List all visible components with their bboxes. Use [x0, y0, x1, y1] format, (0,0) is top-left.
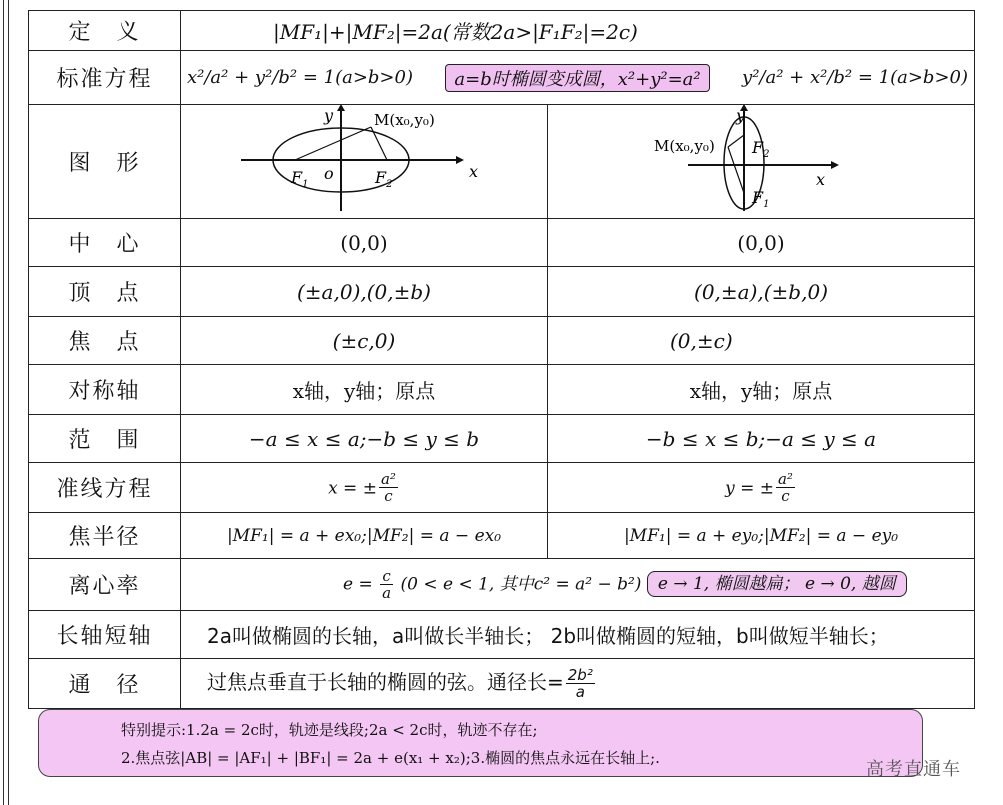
origin-label: o [324, 164, 334, 183]
f1-label: $F_1$ [291, 168, 309, 190]
horizontal-ellipse-diagram [181, 105, 548, 213]
vertex-left: (±a,0),(0,±b) [181, 267, 548, 317]
y-label: y [324, 106, 334, 125]
point-label: M(x₀,y₀) [374, 111, 435, 129]
row-graph [29, 105, 975, 219]
label-range: 范 围 [29, 415, 181, 463]
row-latus: 通 径 过焦点垂直于长轴的椭圆的弦。通径长= $\frac{\text{2b²}}{a}$ [29, 659, 975, 709]
radius-1 [728, 135, 744, 147]
radius-2 [728, 147, 744, 193]
latus-text: 过焦点垂直于长轴的椭圆的弦。通径长= [207, 670, 564, 695]
focal-radius-right: |MF₁| = a + ey₀;|MF₂| = a − ey₀ [548, 513, 975, 559]
x-arrow-icon [456, 156, 464, 164]
row-eccentricity: 离心率 e = $\frac{c}{a}$ (0 < e < 1, 其中c² = a² − b²) e → 1, 椭圆越扁； e → 0, 越圆 [29, 559, 975, 611]
row-standard-equation [29, 51, 975, 105]
row-definition [29, 11, 975, 51]
standard-left: x²/a² + y²/b² = 1(a>b>0) [187, 67, 413, 88]
label-center: 中 心 [29, 219, 181, 267]
vertex-right: (0,±a),(±b,0) [548, 267, 975, 317]
focus-right: (0,±c) [548, 317, 975, 365]
label-symmetry: 对称轴 [29, 365, 181, 415]
x-label: x [469, 162, 479, 181]
definition-formula: |MF₁|+|MF₂|=2a(常数2a>|F₁F₂|=2c) [181, 11, 975, 51]
f1-label: $F_1$ [752, 188, 770, 210]
standard-right: y²/a² + x²/b² = 1(a>b>0) [742, 67, 969, 88]
eccentricity-cond: (0 < e < 1, 其中c² = a² − b²) [400, 574, 642, 594]
special-note-box [38, 709, 923, 777]
axes-text: 2a叫做椭圆的长轴，a叫做长半轴长； 2b叫做椭圆的短轴，b叫做短半轴长； [181, 611, 975, 659]
ellipse-properties-table [28, 10, 975, 709]
graph-vertical [548, 105, 975, 219]
directrix-right: y = ± $\frac{\text{a²}}{c}$ [548, 463, 975, 513]
note-line-2: 2.焦点弦|AB| = |AF₁| + |BF₁| = 2a + e(x₁ + x₂);3.椭圆的焦点永远在长轴上;. [121, 749, 660, 767]
page-left-border [3, 0, 9, 805]
symmetry-right: x轴，y轴；原点 [548, 365, 975, 415]
label-latus: 通 径 [29, 659, 181, 709]
range-left: −a ≤ x ≤ a;−b ≤ y ≤ b [181, 415, 548, 463]
row-directrix [29, 463, 975, 513]
center-left: (0,0) [181, 219, 548, 267]
label-standard: 标准方程 [29, 51, 181, 105]
x-label: x [816, 170, 826, 189]
circle-note: a=b时椭圆变成圆，x²+y²=a² [445, 64, 709, 92]
label-eccentricity: 离心率 [29, 559, 181, 611]
label-graph: 图 形 [29, 105, 181, 219]
graph-horizontal [181, 105, 548, 219]
range-right: −b ≤ x ≤ b;−a ≤ y ≤ a [548, 415, 975, 463]
f2-label: $F_2$ [752, 138, 770, 160]
focal-radius-left: |MF₁| = a + ex₀;|MF₂| = a − ex₀ [181, 513, 548, 559]
label-focal-radius: 焦半径 [29, 513, 181, 559]
f2-label: $F_2$ [375, 168, 393, 190]
label-axes: 长轴短轴 [29, 611, 181, 659]
label-focus: 焦 点 [29, 317, 181, 365]
eccentricity-note: e → 1, 椭圆越扁； e → 0, 越圆 [647, 571, 907, 597]
label-definition: 定 义 [29, 11, 181, 51]
row-range [29, 415, 975, 463]
center-right: (0,0) [548, 219, 975, 267]
row-vertex [29, 267, 975, 317]
row-symmetry [29, 365, 975, 415]
eccentricity-pre: e = [343, 574, 373, 594]
radius-2 [371, 127, 387, 160]
vertical-ellipse-diagram [548, 105, 975, 213]
watermark-text: 高考直通车 [866, 759, 961, 780]
symmetry-left: x轴，y轴；原点 [181, 365, 548, 415]
note-line-1: 特别提示:1.2a = 2c时，轨迹是线段;2a < 2c时，轨迹不存在; [121, 721, 538, 739]
x-arrow-icon [831, 161, 839, 169]
point-label: M(x₀,y₀) [654, 137, 715, 155]
row-axes [29, 611, 975, 659]
label-directrix: 准线方程 [29, 463, 181, 513]
y-arrow-icon [337, 105, 345, 111]
row-focal-radius [29, 513, 975, 559]
focus-left: (±c,0) [181, 317, 548, 365]
row-center [29, 219, 975, 267]
row-focus [29, 317, 975, 365]
y-label: y [736, 106, 746, 125]
directrix-left: x = ± $\frac{\text{a²}}{c}$ [181, 463, 548, 513]
label-vertex: 顶 点 [29, 267, 181, 317]
